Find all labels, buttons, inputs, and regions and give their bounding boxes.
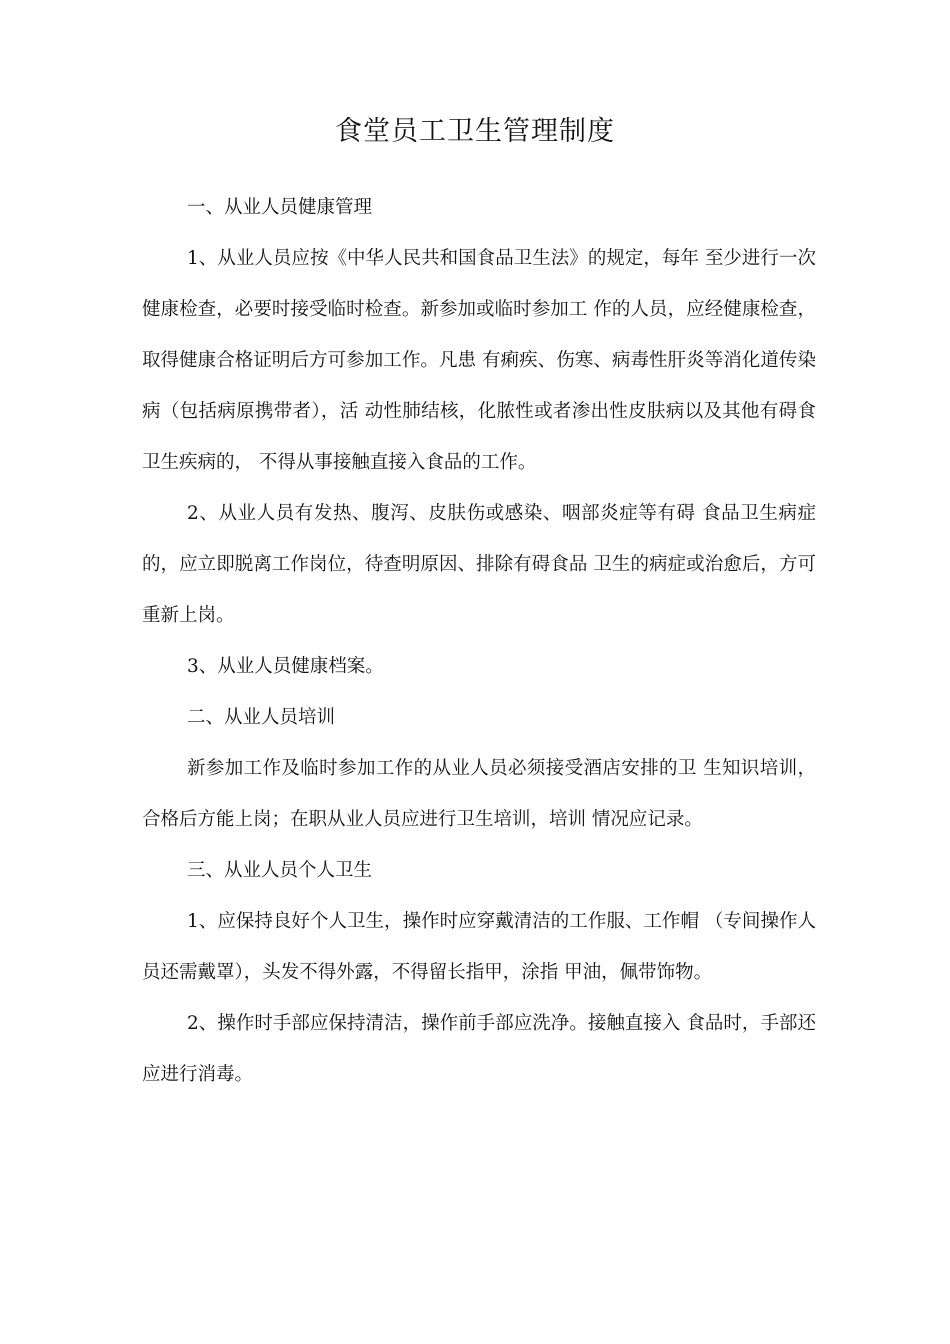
section-heading-health: 一、从业人员健康管理 [187,197,373,218]
paragraph-health-3: 3、从业人员健康档案。 [187,656,384,677]
paragraph-hygiene-1: 1、应保持良好个人卫生，操作时应穿戴清洁的工作服、工作帽 （专间操作人员还需戴罩），头发不得外露，不得留长指甲，涂指 甲油，佩带饰物。 [142,911,816,983]
document-body [142,182,816,1100]
paragraph-health-1: 1、从业人员应按《中华人民共和国食品卫生法》的规定，每年 至少进行一次健康检查，必要时接受临时检查。新参加或临时参加工 作的人员，应经健康检查，取得健康合格证明后方可参加工作。凡患 有痢疾、伤寒、病毒性肝炎等消化道传染病（包括病原携带者），活 动性肺结核，化脓性或者渗出性皮肤病以及其他有碍食卫生疾病的， 不得从事接触直接入食品的工作。 [142,248,816,473]
document-title: 食堂员工卫生管理制度 [335,116,615,147]
paragraph-hygiene-2: 2、操作时手部应保持清洁，操作前手部应洗净。接触直接入 食品时，手部还应进行消毒。 [142,1013,816,1085]
paragraph-health-2: 2、从业人员有发热、腹泻、皮肤伤或感染、咽部炎症等有碍 食品卫生病症的，应立即脱离工作岗位，待查明原因、排除有碍食品 卫生的病症或治愈后，方可重新上岗。 [142,503,816,626]
section-heading-hygiene: 三、从业人员个人卫生 [187,860,373,881]
paragraph-training: 新参加工作及临时参加工作的从业人员必须接受酒店安排的卫 生知识培训，合格后方能上岗；在职从业人员应进行卫生培训，培训 情况应记录。 [142,758,816,830]
section-heading-training: 二、从业人员培训 [187,707,336,728]
